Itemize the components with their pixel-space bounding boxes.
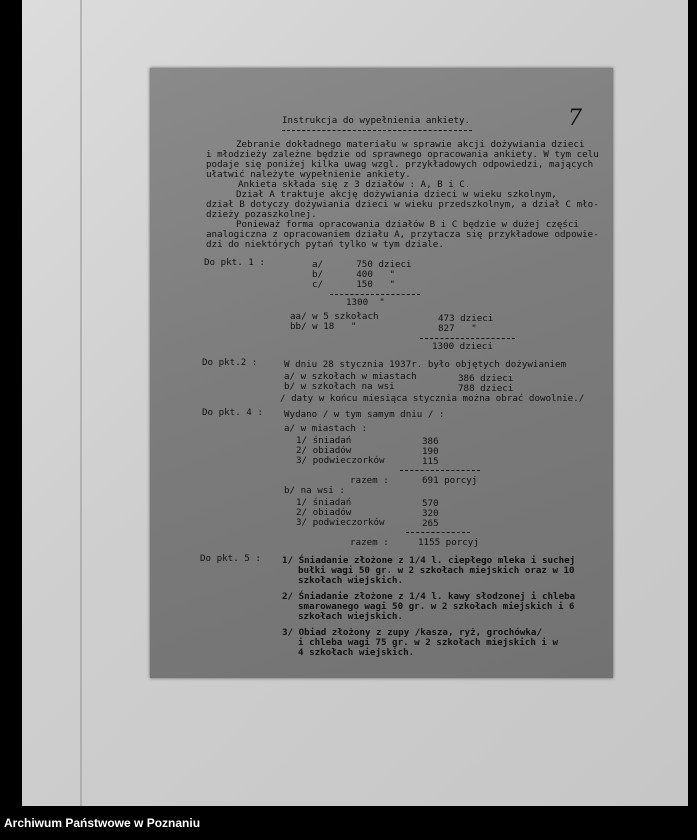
text-line: Ponieważ forma opracowania działów B i C będzie w dużej części [236, 219, 579, 230]
sheet-fold-line [80, 0, 82, 806]
text-line: dzi do niektórych pytań tylko w tym dziale. [206, 239, 444, 250]
text-line: c/ 150 " [312, 279, 395, 290]
section-label: Do pkt. 4 : [202, 407, 263, 418]
text-line: 2/ obiadów [296, 507, 352, 518]
text-line: / daty w końcu miesiąca stycznia można obrać dowolnie./ [280, 393, 585, 404]
text-line: 3/ podwieczorków [296, 517, 385, 528]
text-line: 1/ śniadań [296, 435, 352, 446]
text-line: i chleba wagi 75 gr. w 2 szkołach miejskich i w [298, 637, 558, 648]
text-line: Dział A traktuje akcję dożywiania dzieci w wieku szkolnym, [236, 189, 557, 200]
text-line: 1155 porcyj [418, 537, 479, 548]
text-line: i młodzieży zależne będzie od sprawnego opracowania ankiety. W tym celu [206, 149, 599, 160]
text-line: 788 dzieci [458, 383, 514, 394]
text-line: dział B dotyczy dożywiania dzieci w wieku przedszkolnym, a dział C mło- [206, 199, 599, 210]
text-line: 2/ Śniadanie złożone z 1/4 l. kawy słodzonej i chleba [282, 591, 576, 602]
text-line: 386 dzieci [458, 373, 514, 384]
text-line: 1/ śniadań [296, 497, 352, 508]
section-label: Do pkt.2 : [202, 357, 258, 368]
text-line: 827 " [438, 323, 477, 334]
text-line: szkołach wiejskich. [298, 611, 404, 622]
text-line: bb/ w 18 " [290, 321, 357, 332]
text-line: 320 [422, 508, 439, 519]
text-line: 1/ Śniadanie złożone z 1/4 l. ciepłego mleka i suchej [282, 555, 576, 566]
text-line: szkołach wiejskich. [298, 575, 404, 586]
footer-bar [0, 806, 697, 840]
text-line: W dniu 28 stycznia 1937r. było objętych dożywianiem [284, 359, 567, 370]
sum-rule [406, 532, 470, 533]
text-line: a/ 750 dzieci [312, 259, 412, 270]
archive-caption: Archiwum Państwowe w Poznaniu [4, 816, 201, 830]
text-line: a/ w szkołach w miastach [284, 371, 417, 382]
text-line: 2/ obiadów [296, 445, 352, 456]
text-line: 570 [422, 498, 439, 509]
text-line: aa/ w 5 szkołach [290, 311, 379, 322]
page-number: 7 [568, 106, 582, 131]
text-line: 473 dzieci [438, 313, 494, 324]
text-line: dzieży pozaszkolnej. [206, 209, 317, 220]
text-line: b/ na wsi : [284, 485, 345, 496]
text-line: b/ 400 " [312, 269, 395, 280]
section-label: Do pkt. 5 : [200, 553, 261, 564]
sum-rule [420, 338, 515, 339]
text-line: 4 szkołach wiejskich. [298, 647, 415, 658]
text-line: razem : [350, 475, 389, 486]
text-line: 265 [422, 518, 439, 529]
text-line: Wydano / w tym samym dniu / : [284, 409, 445, 420]
text-line: a/ w miastach : [284, 423, 367, 434]
text-line: 1300 dzieci [432, 341, 493, 352]
document-title: Instrukcja do wypełnienia ankiety. [282, 115, 471, 126]
text-line: 3/ podwieczorków [296, 455, 385, 466]
text-line: ułatwić należyte wypełnienie ankiety. [206, 169, 411, 180]
text-line: bułki wagi 50 gr. w 2 szkołach miejskich oraz w 10 [298, 565, 575, 576]
text-line: analogiczna z opracowaniem działu A, przytacza się przykładowe odpowie- [206, 229, 599, 240]
title-underline [282, 130, 472, 131]
sum-rule [330, 294, 420, 295]
sum-rule [400, 470, 480, 471]
text-line: 3/ Obiad złożony z zupy /kasza, ryż, grochówka/ [282, 627, 542, 638]
text-line: 1300 " [346, 297, 385, 308]
text-line: Ankieta składa się z 3 działów : A, B i C. [238, 179, 471, 190]
text-line: smarowanego wagi 50 gr. w 2 szkołach miejskich i 6 [298, 601, 575, 612]
text-line: 691 porcyj [422, 475, 478, 486]
section-label: Do pkt. 1 : [204, 257, 265, 268]
text-line: 115 [422, 456, 439, 467]
text-line: 386 [422, 436, 439, 447]
text-line: Zebranie dokładnego materiału w sprawie akcji dożywiania dzieci [236, 139, 585, 150]
document-page [150, 68, 613, 678]
text-line: razem : [350, 537, 389, 548]
text-line: podaje się poniżej kilka uwag wzgl. przykładowych odpowiedzi, mających [206, 159, 594, 170]
text-line: 190 [422, 446, 439, 457]
text-line: b/ w szkołach na wsi [284, 381, 395, 392]
